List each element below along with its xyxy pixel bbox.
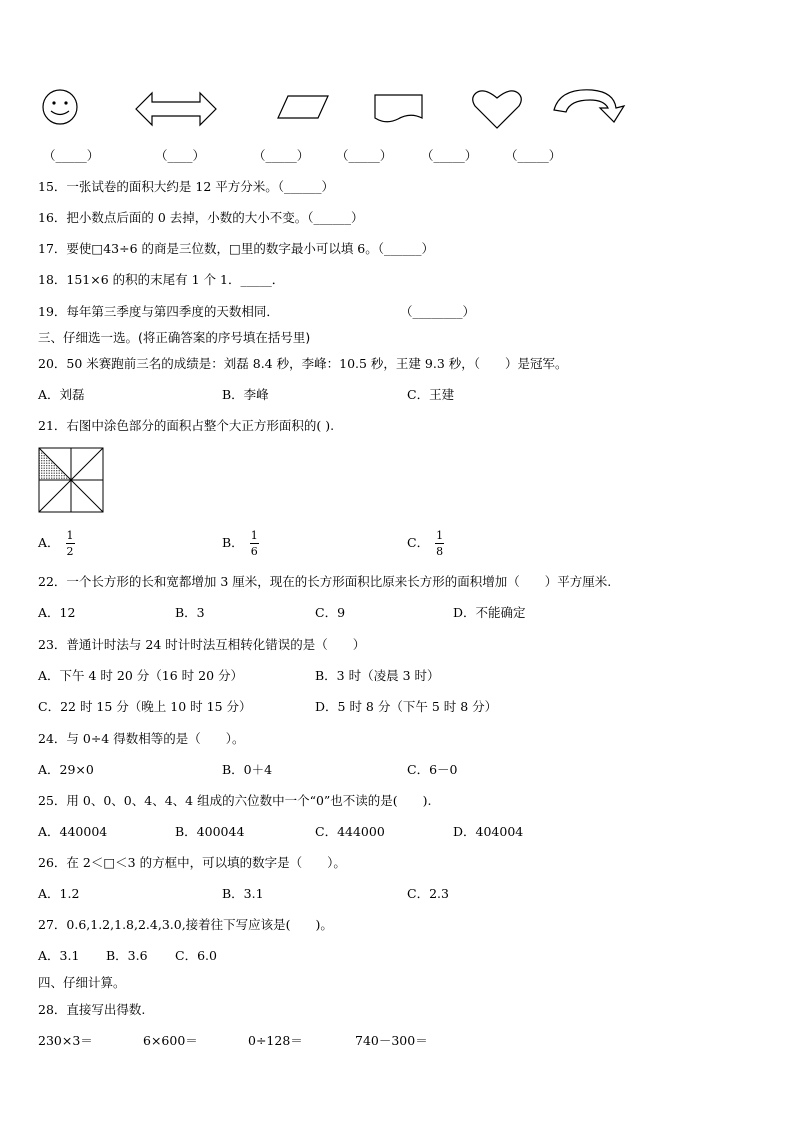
- question-21-stem: 21．右图中涂色部分的面积占整个大正方形面积的( ).: [38, 418, 335, 433]
- question-24-option-a[interactable]: A．29×0: [38, 762, 94, 777]
- question-27-option-a[interactable]: A．3.1: [38, 948, 80, 963]
- question-26-option-b[interactable]: B．3.1: [222, 886, 264, 901]
- question-25-option-c[interactable]: C．444000: [315, 824, 385, 839]
- question-28-item-2[interactable]: 6×600＝: [143, 1033, 198, 1048]
- question-24-option-c[interactable]: C．6－0: [407, 762, 458, 777]
- question-27-option-b[interactable]: B．3.6: [106, 948, 148, 963]
- question-25-option-b[interactable]: B．400044: [175, 824, 245, 839]
- question-23-option-c[interactable]: C．22 时 15 分（晚上 10 时 15 分）: [38, 699, 252, 714]
- question-20-stem: 20．50 米赛跑前三名的成绩是：刘磊 8.4 秒，李峰：10.5 秒，王建 9.3 秒，（ ）是冠军。: [38, 356, 568, 371]
- fraction: $\frac{1}{8}$: [436, 529, 444, 558]
- fraction: $\frac{1}{2}$: [66, 529, 74, 558]
- question-22-option-d[interactable]: D．不能确定: [453, 605, 526, 620]
- option-letter: A．: [38, 535, 60, 550]
- question-25-option-a[interactable]: A．440004: [38, 824, 108, 839]
- shape-blank-2[interactable]: （____）: [155, 148, 206, 163]
- smiley-face-icon: [38, 88, 84, 128]
- question-22-option-a[interactable]: A．12: [38, 605, 76, 620]
- shape-blank-3[interactable]: （_____）: [253, 148, 310, 163]
- question-22-option-b[interactable]: B．3: [175, 605, 205, 620]
- shape-blank-1[interactable]: （_____）: [43, 148, 100, 163]
- question-18: 18．151×6 的积的末尾有 1 个 1．_____．: [38, 272, 285, 287]
- shape-blank-6[interactable]: （_____）: [505, 148, 562, 163]
- question-24-option-b[interactable]: B．0＋4: [222, 762, 273, 777]
- question-28-stem: 28．直接写出得数.: [38, 1002, 146, 1017]
- question-21-option-c[interactable]: [407, 530, 444, 557]
- question-21-option-b[interactable]: [222, 530, 259, 557]
- section-3-heading: 三、仔细选一选。(将正确答案的序号填在括号里): [38, 330, 311, 345]
- question-26-option-c[interactable]: C．2.3: [407, 886, 449, 901]
- question-26-option-a[interactable]: A．1.2: [38, 886, 80, 901]
- flag-icon: [372, 92, 426, 126]
- question-16: 16．把小数点后面的 0 去掉，小数的大小不变。（______）: [38, 210, 364, 225]
- question-15: 15．一张试卷的面积大约是 12 平方分米。（______）: [38, 179, 335, 194]
- question-20-option-b[interactable]: B．李峰: [222, 387, 269, 402]
- question-23-option-d[interactable]: D．5 时 8 分（下午 5 时 8 分）: [315, 699, 498, 714]
- shape-blank-4[interactable]: （_____）: [336, 148, 393, 163]
- section-4-heading: 四、仔细计算。: [38, 975, 126, 990]
- question-27-option-c[interactable]: C．6.0: [175, 948, 217, 963]
- question-19-blank[interactable]: （________）: [400, 304, 476, 319]
- double-arrow-icon: [134, 90, 218, 128]
- fraction: $\frac{1}{6}$: [250, 529, 258, 558]
- heart-icon: [470, 88, 524, 132]
- question-27-stem: 27．0.6,1.2,1.8,2.4,3.0,接着往下写应该是( )。: [38, 917, 333, 932]
- option-letter: C．: [407, 535, 430, 550]
- question-22-stem: 22．一个长方形的长和宽都增加 3 厘米，现在的长方形面积比原来长方形的面积增加（ ）平方厘米.: [38, 574, 612, 589]
- question-21-option-a[interactable]: [38, 530, 75, 557]
- question-23-option-a[interactable]: A．下午 4 时 20 分（16 时 20 分）: [38, 668, 244, 683]
- question-24-stem: 24．与 0÷4 得数相等的是（ ）。: [38, 731, 245, 746]
- question-23-option-b[interactable]: B．3 时（凌晨 3 时）: [315, 668, 440, 683]
- question-20-option-c[interactable]: C．王建: [407, 387, 455, 402]
- question-28-item-3[interactable]: 0÷128＝: [248, 1033, 303, 1048]
- shape-blank-5[interactable]: （_____）: [421, 148, 478, 163]
- option-letter: B．: [222, 535, 244, 550]
- question-20-option-a[interactable]: A．刘磊: [38, 387, 85, 402]
- question-28-item-1[interactable]: 230×3＝: [38, 1033, 93, 1048]
- question-19: 19．每年第三季度与第四季度的天数相同．: [38, 304, 279, 319]
- question-26-stem: 26．在 2＜□＜3 的方框中，可以填的数字是（ ）。: [38, 855, 346, 870]
- question-22-option-c[interactable]: C．9: [315, 605, 346, 620]
- question-21-square-figure: [38, 447, 104, 513]
- question-25-option-d[interactable]: D．404004: [453, 824, 524, 839]
- question-17: 17．要使□43÷6 的商是三位数，□里的数字最小可以填 6。（______）: [38, 241, 435, 256]
- curved-arrow-icon: [552, 86, 632, 126]
- parallelogram-icon: [276, 94, 330, 120]
- question-23-stem: 23．普通计时法与 24 时计时法互相转化错误的是（ ）: [38, 637, 366, 652]
- question-25-stem: 25．用 0、0、0、4、4、4 组成的六位数中一个“0”也不读的是( ).: [38, 793, 432, 808]
- question-28-item-4[interactable]: 740－300＝: [355, 1033, 428, 1048]
